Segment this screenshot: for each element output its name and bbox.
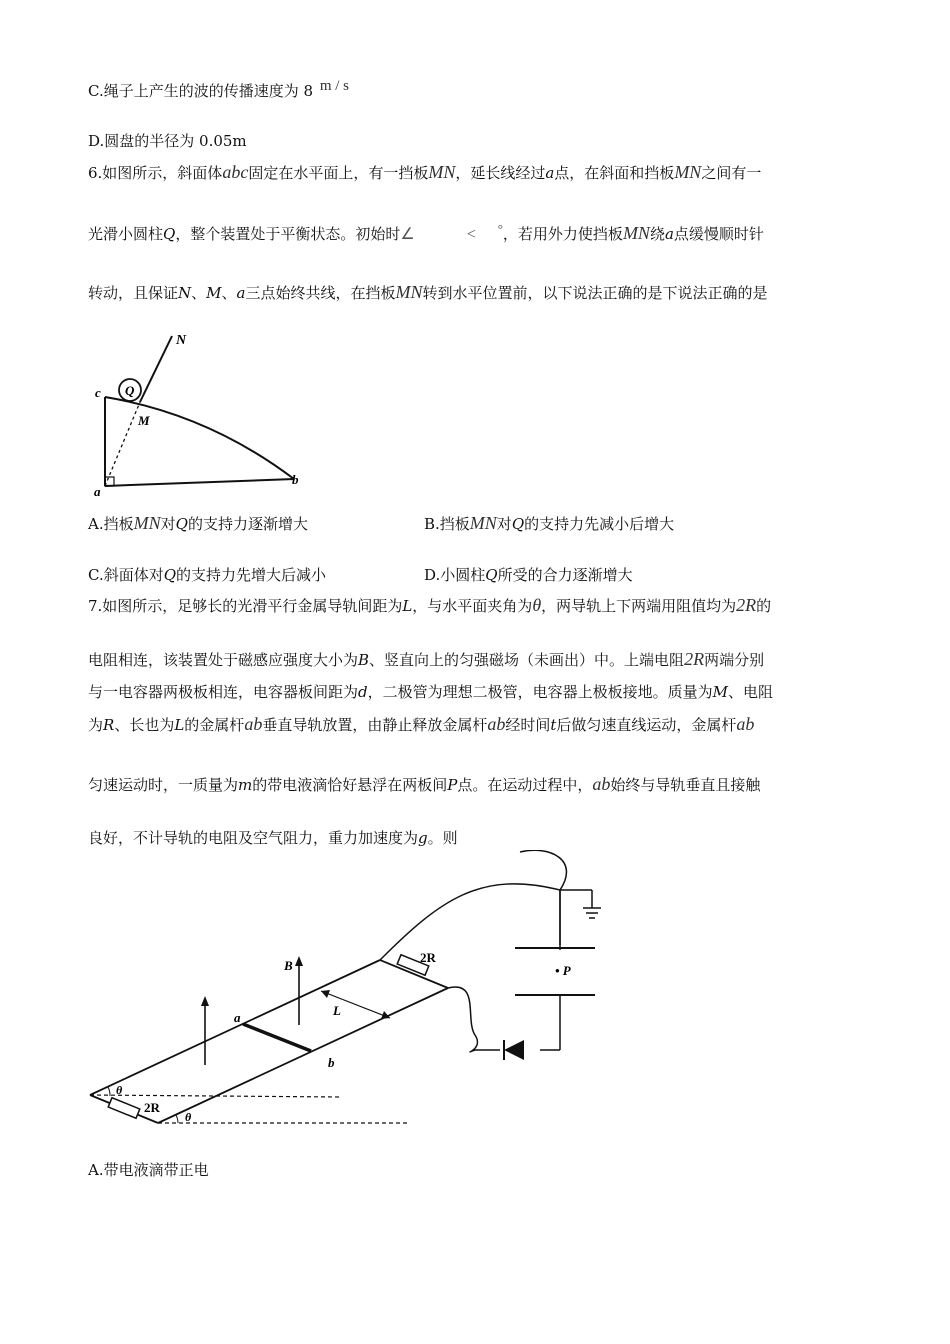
- label-2r-bottom: 2R: [144, 1100, 160, 1115]
- var-l: L: [174, 716, 185, 734]
- text: 点缓慢顺时针: [673, 225, 764, 243]
- text: 的: [756, 597, 772, 615]
- q7-stem-line4: [88, 714, 754, 735]
- label-a: a: [234, 1010, 241, 1025]
- rod-ab: [243, 1024, 311, 1051]
- q6-option-d: [424, 564, 633, 585]
- text: 的金属杆: [184, 716, 245, 734]
- text: A.挡板: [88, 515, 134, 533]
- q5-option-c-text: C.绳子上产生的波的传播速度为 8: [88, 82, 314, 100]
- text: C.斜面体对: [88, 566, 164, 584]
- degree-symbol: °: [497, 221, 503, 236]
- math-ab: ab: [736, 714, 755, 734]
- math-mn: MN: [469, 513, 497, 533]
- diode-icon: [504, 1040, 524, 1060]
- q7-option-a: A.带电液滴带正电: [88, 1161, 209, 1179]
- label-b: b: [292, 472, 299, 487]
- text: ，延长线经过: [455, 164, 546, 182]
- less-than-symbol: <: [466, 226, 476, 243]
- label-q: Q: [125, 383, 135, 398]
- var-d: d: [358, 683, 368, 701]
- label-theta-1: θ: [116, 1083, 123, 1097]
- text: 光滑小圆柱: [88, 225, 164, 243]
- rail-right: [158, 988, 448, 1123]
- var-q: Q: [485, 566, 498, 584]
- q5-option-c-unit: m / s: [319, 78, 349, 94]
- text: 对: [496, 515, 512, 533]
- wire-bottom: [448, 987, 500, 1052]
- text: 两端分别: [704, 651, 765, 669]
- resistor-bottom: [108, 1098, 140, 1119]
- label-theta-2: θ: [185, 1110, 192, 1124]
- right-angle-mark: [105, 477, 114, 486]
- var-b: B: [358, 651, 370, 669]
- text: 电阻相连，该装置处于磁感应强度大小为: [88, 651, 359, 669]
- text: B.挡板: [424, 515, 470, 533]
- math-2r: 2R: [736, 595, 757, 615]
- math-mn: MN: [674, 162, 702, 182]
- var-l: L: [402, 597, 413, 615]
- text: 良好，不计导轨的电阻及空气阻力，重力加速度为: [88, 829, 419, 847]
- var-q: Q: [511, 515, 525, 533]
- text: 7.如图所示，足够长的光滑平行金属导轨间距为: [88, 597, 403, 615]
- label-a: a: [94, 484, 101, 499]
- text: 的支持力先减小后增大: [524, 515, 675, 533]
- text: 的支持力逐渐增大: [187, 515, 308, 533]
- q5-option-c: [88, 78, 349, 101]
- q6-option-b: [424, 513, 674, 534]
- var-g: g: [418, 829, 428, 847]
- text: 点，在斜面和挡板: [554, 164, 675, 182]
- math-mn: MN: [428, 162, 456, 182]
- text: 转到水平位置前，以下说法正确的是下说法正确的是: [422, 284, 768, 302]
- var-r: R: [103, 716, 115, 734]
- text: 经时间: [505, 716, 551, 734]
- var-q: Q: [163, 566, 177, 584]
- text: 6.如图所示，斜面体: [88, 164, 223, 182]
- var-t: t: [550, 716, 557, 734]
- text: 与一电容器两极板相连，电容器板间距为: [88, 683, 359, 701]
- angle-symbol: ∠: [400, 226, 415, 243]
- var-a: a: [664, 225, 674, 243]
- q7-stem-line2: [88, 649, 764, 670]
- label-b-field: B: [284, 958, 293, 973]
- q7-stem-line6: [88, 827, 458, 848]
- label-n: N: [176, 333, 187, 348]
- text: ，整个装置处于平衡状态。初始时: [175, 225, 401, 243]
- q7-stem-line1: [88, 595, 771, 616]
- text: 、长也为: [114, 716, 175, 734]
- q7-rail-circuit-figure: [80, 850, 620, 1135]
- var-m: M: [206, 284, 222, 302]
- text: 为: [88, 716, 104, 734]
- theta-arc-1: [108, 1087, 110, 1096]
- text: 的支持力先增大后减小: [176, 566, 327, 584]
- q6-option-c: [88, 564, 326, 585]
- math-ab: ab: [487, 714, 506, 734]
- text: 绕: [649, 225, 665, 243]
- math-mn: MN: [133, 513, 161, 533]
- q6-option-a: [88, 513, 308, 534]
- text: ，两导轨上下两端用阻值均为: [541, 597, 737, 615]
- math-ab: ab: [244, 714, 263, 734]
- math-ab: ab: [592, 774, 611, 794]
- var-p: P: [447, 776, 458, 794]
- theta-arc-2: [176, 1115, 178, 1123]
- text: ，与水平面夹角为: [412, 597, 533, 615]
- var-n: N: [178, 284, 192, 302]
- text: ，二极管为理想二极管，电容器上极板接地。质量为: [367, 683, 713, 701]
- text: 点。在运动过程中，: [457, 776, 593, 794]
- label-p: • P: [555, 963, 571, 978]
- extension-dotted-line: [105, 402, 140, 486]
- text: 始终与导轨垂直且接触: [610, 776, 761, 794]
- text: 转动，且保证: [88, 284, 179, 302]
- var-m: m: [238, 776, 253, 794]
- q7-stem-line3: [88, 681, 773, 702]
- math-mn: MN: [395, 282, 423, 302]
- math-2r: 2R: [684, 649, 705, 669]
- text: 之间有一: [701, 164, 762, 182]
- var-q: Q: [163, 225, 176, 243]
- incline-slope-cb: [105, 397, 294, 479]
- text: 垂直导轨放置，由静止释放金属杆: [262, 716, 488, 734]
- q6-stem-line3: [88, 282, 768, 303]
- text: 、竖直向上的匀强磁场（未画出）中。上端电阻: [369, 651, 685, 669]
- var-a: a: [545, 164, 555, 182]
- text: 对: [160, 515, 176, 533]
- math-theta: θ: [532, 595, 542, 615]
- label-2r-top: 2R: [420, 950, 436, 965]
- label-b: b: [328, 1055, 335, 1070]
- text: D.小圆柱: [424, 566, 486, 584]
- math-abc: abc: [222, 162, 249, 182]
- text: 。则: [427, 829, 458, 847]
- field-arrowhead-1: [201, 996, 209, 1006]
- text: 固定在水平面上，有一挡板: [248, 164, 429, 182]
- dimension-l: [321, 991, 390, 1018]
- rail-left: [90, 960, 380, 1095]
- math-mn: MN: [622, 223, 650, 243]
- text: 所受的合力逐渐增大: [497, 566, 633, 584]
- q6-stem-line1: [88, 162, 761, 183]
- text: 的带电液滴恰好悬浮在两板间: [252, 776, 448, 794]
- text: 匀速运动时，一质量为: [88, 776, 239, 794]
- label-m: M: [138, 413, 150, 428]
- q6-incline-figure: [88, 326, 318, 501]
- incline-base-ab: [105, 479, 294, 486]
- label-l: L: [333, 1003, 341, 1018]
- text: 后做匀速直线运动，金属杆: [556, 716, 737, 734]
- q6-stem-line2: [88, 221, 764, 244]
- q5-option-d: D.圆盘的半径为 0.05m: [88, 132, 247, 150]
- text: ，若用外力使挡板: [502, 225, 623, 243]
- var-m-cap: M: [712, 683, 728, 701]
- var-a: a: [236, 284, 246, 302]
- baffle-mn: [140, 336, 172, 402]
- field-arrowhead-2: [295, 956, 303, 966]
- text: 、电阻: [728, 683, 774, 701]
- var-q: Q: [175, 515, 188, 533]
- label-c: c: [95, 385, 101, 400]
- text: 、: [221, 284, 237, 302]
- text: 、: [191, 284, 207, 302]
- text: 三点始终共线，在挡板: [245, 284, 396, 302]
- q7-stem-line5: [88, 774, 760, 795]
